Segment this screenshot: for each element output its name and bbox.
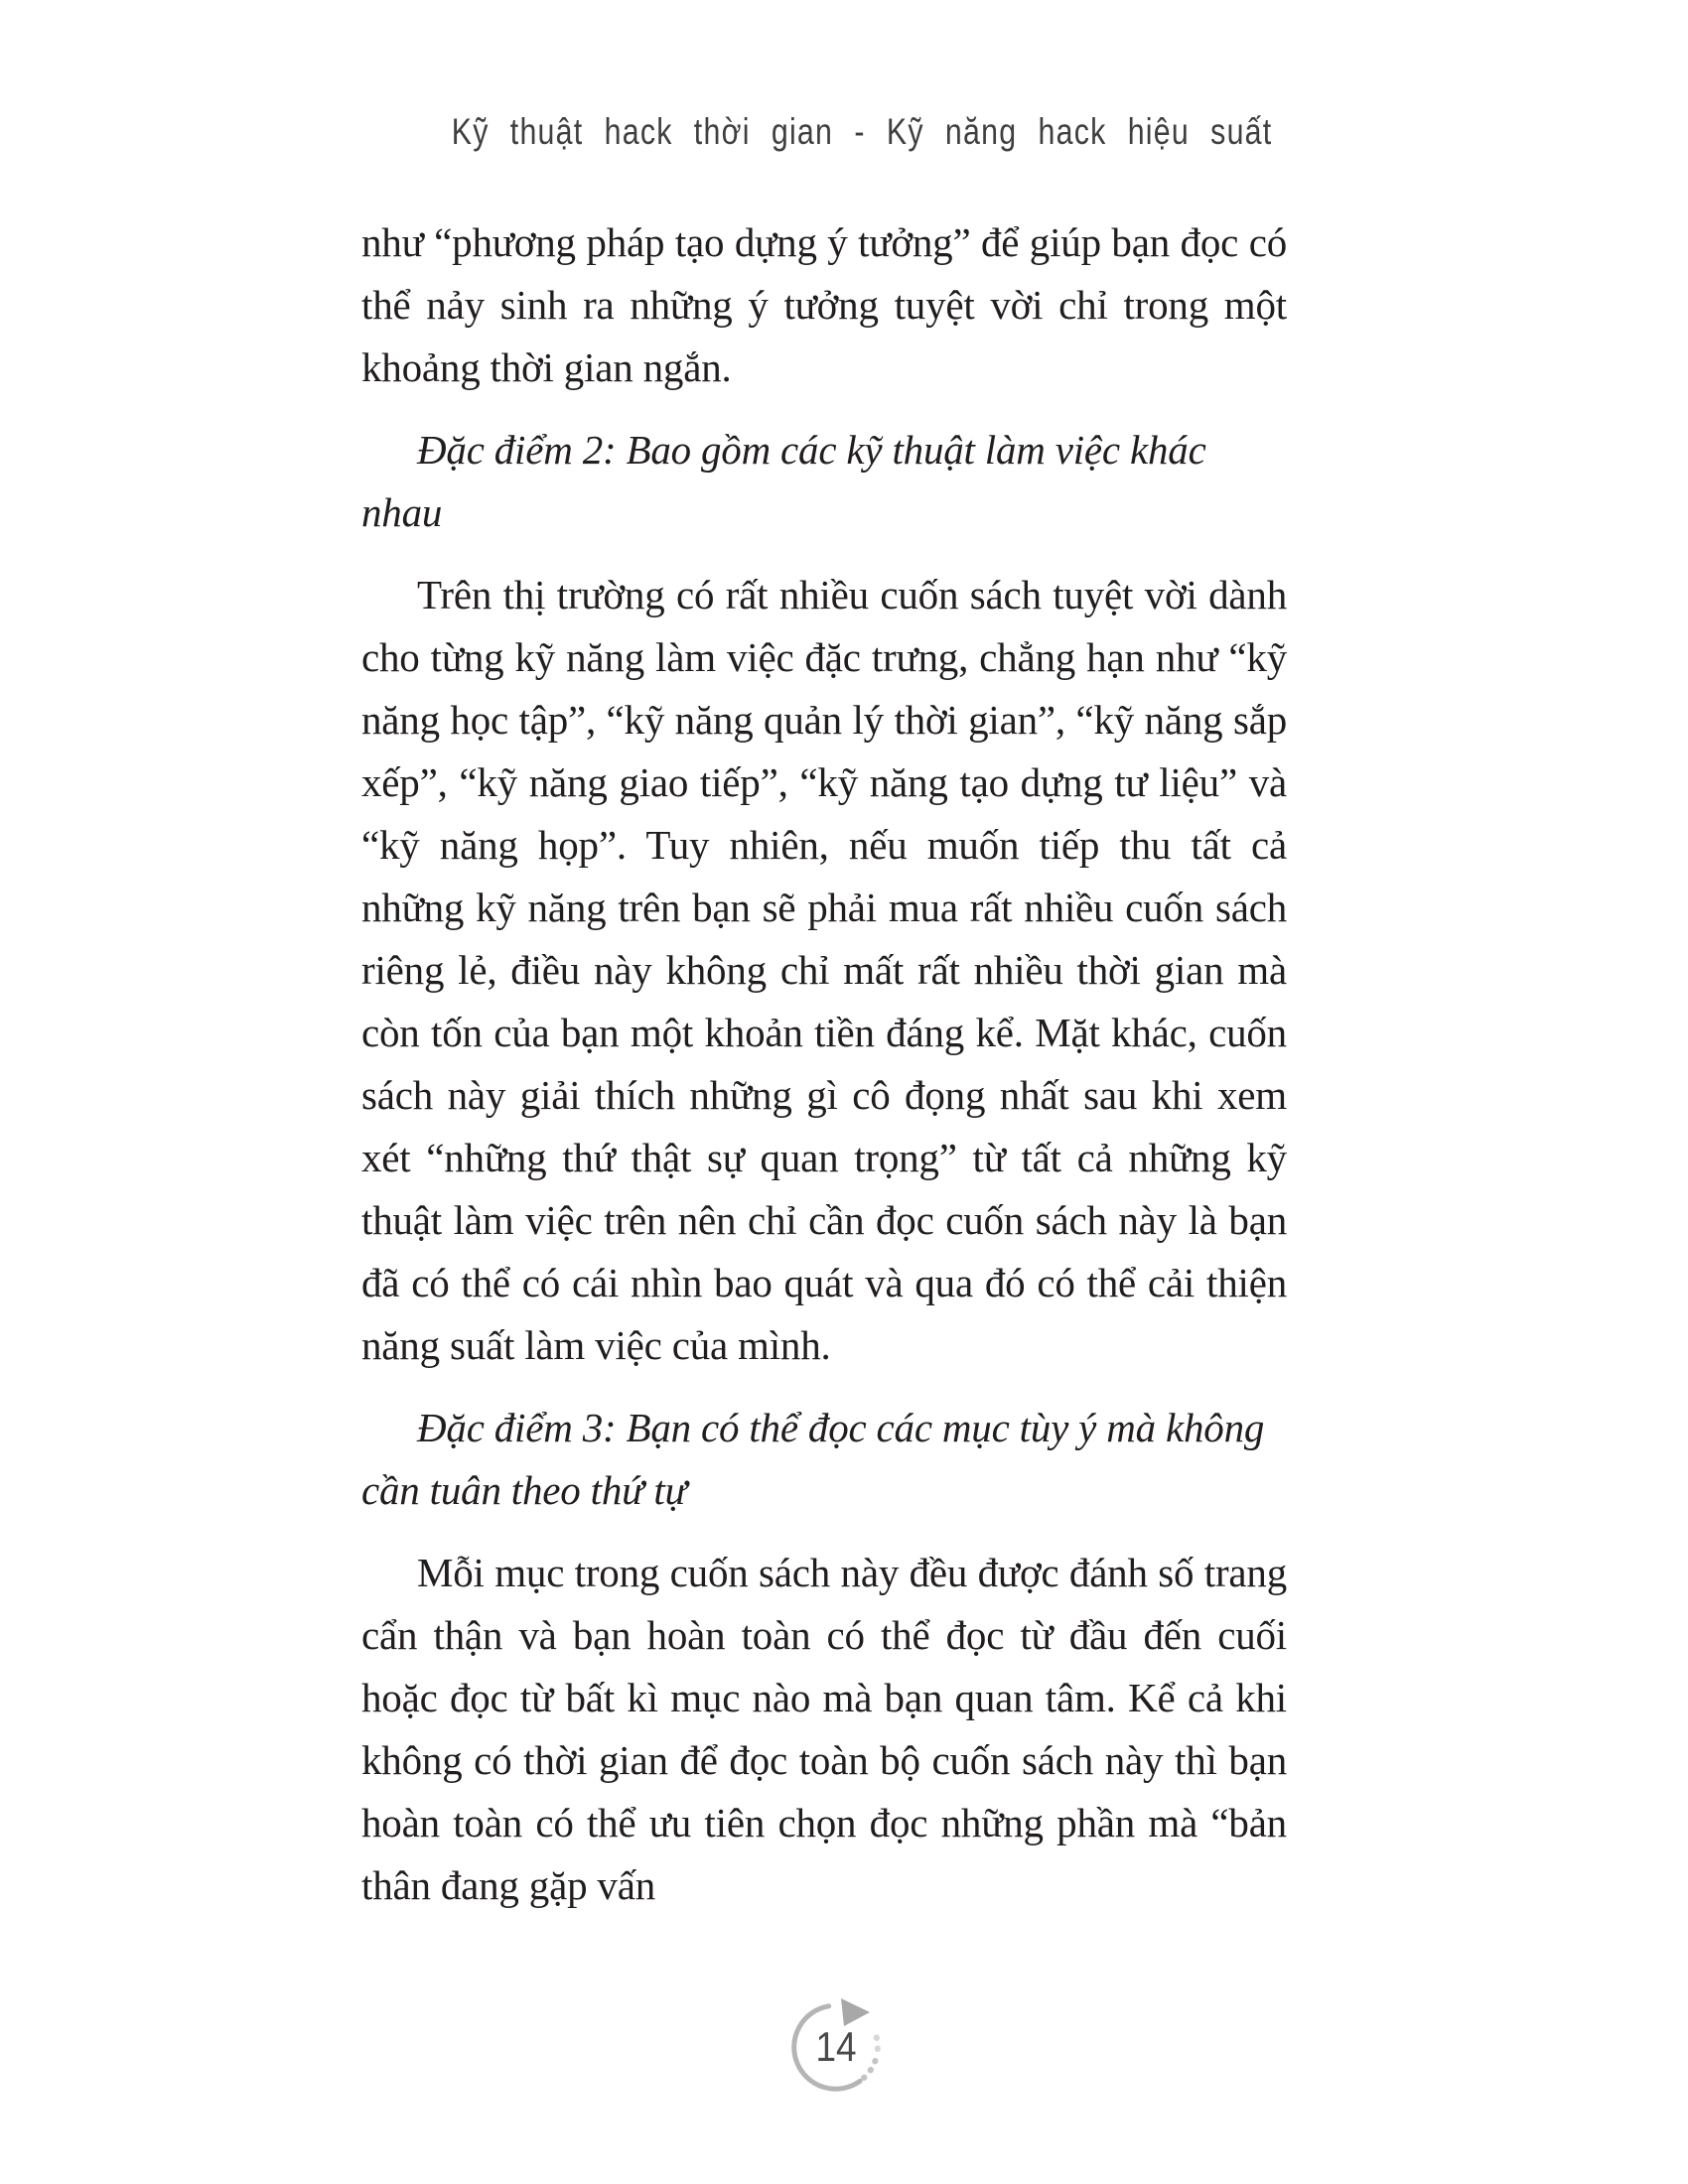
paragraph-continued: như “phương pháp tạo dựng ý tưởng” để giúp bạn đọc có thể nảy sinh ra những ý tưởng tuyệt vời chỉ trong một khoảng thời gian ngắn. <box>361 219 1287 390</box>
section-heading-feature-2: Đặc điểm 2: Bao gồm các kỹ thuật làm việc khác nhau <box>361 427 1206 535</box>
paragraph-feature-3: Mỗi mục trong cuốn sách này đều được đánh số trang cẩn thận và bạn hoàn toàn có thể đọc từ đầu đến cuối hoặc đọc từ bất kì mục nào mà bạn quan tâm. Kể cả khi không có thời gian để đọc toàn bộ cuốn sách này thì bạn hoàn toàn có thể ưu tiên chọn đọc những phần mà “bản thân đang gặp vấn <box>361 1550 1287 1908</box>
section-heading-feature-3: Đặc điểm 3: Bạn có thể đọc các mục tùy ý mà không cần tuân theo thứ tự <box>361 1405 1265 1513</box>
page-number-badge <box>780 1989 892 2101</box>
page-body <box>361 211 1287 1937</box>
page-footer <box>0 1989 1688 2101</box>
running-header-text: Kỹ thuật hack thời gian - Kỹ năng hack hiệu suất <box>451 111 1273 152</box>
running-header <box>361 111 1287 153</box>
paragraph-feature-2: Trên thị trường có rất nhiều cuốn sách tuyệt vời dành cho từng kỹ năng làm việc đặc trưng, chẳng hạn như “kỹ năng học tập”, “kỹ năng quản lý thời gian”, “kỹ năng sắp xếp”, “kỹ năng giao tiếp”, “kỹ năng tạo dựng tư liệu” và “kỹ năng họp”. Tuy nhiên, nếu muốn tiếp thu tất cả những kỹ năng trên bạn sẽ phải mua rất nhiều cuốn sách riêng lẻ, điều này không chỉ mất rất nhiều thời gian mà còn tốn của bạn một khoản tiền đáng kể. Mặt khác, cuốn sách này giải thích những gì cô đọng nhất sau khi xem xét “những thứ thật sự quan trọng” từ tất cả những kỹ thuật làm việc trên nên chỉ cần đọc cuốn sách này là bạn đã có thể có cái nhìn bao quát và qua đó có thể cải thiện năng suất làm việc của mình. <box>361 572 1287 1368</box>
page-number: 14 <box>815 2023 857 2070</box>
